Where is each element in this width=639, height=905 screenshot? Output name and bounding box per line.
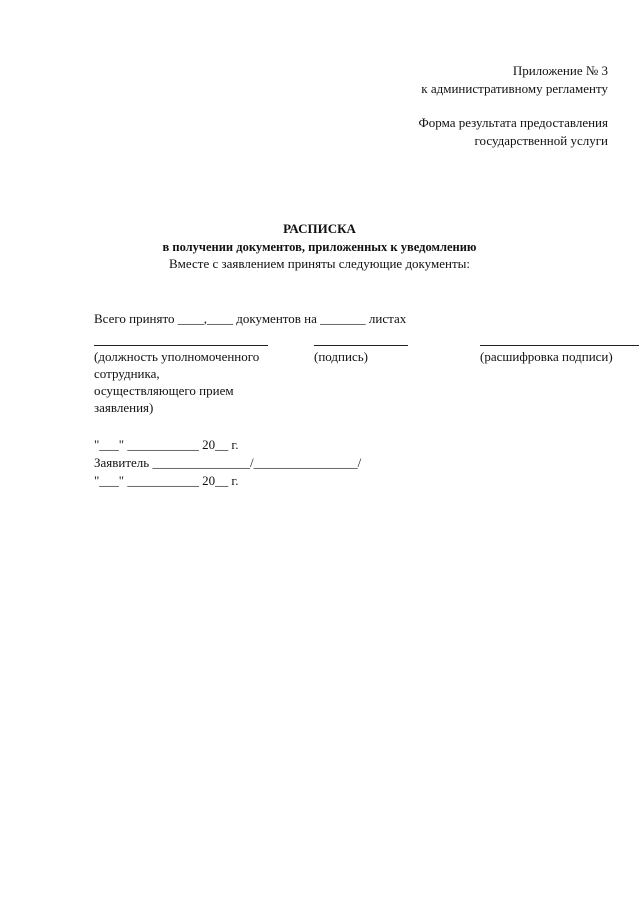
appendix-header [421, 62, 608, 98]
signature-caption: (подпись) [314, 349, 368, 364]
applicant-line: Заявитель _______________/________________/ [94, 455, 362, 470]
position-caption-line3: осуществляющего прием [94, 383, 234, 398]
form-header [419, 114, 609, 150]
total-accepted-line [94, 310, 406, 327]
decoding-caption: (расшифровка подписи) [480, 349, 613, 364]
total-prefix: Всего принято [94, 311, 175, 326]
form-title-line2: государственной услуги [474, 133, 608, 148]
position-caption-line4: заявления) [94, 400, 154, 415]
position-caption [94, 348, 259, 416]
form-title-line1: Форма результата предоставления [418, 115, 608, 130]
sheets-count-blank: _______ [320, 311, 366, 326]
documents-count-blank: ____,____ [177, 311, 233, 326]
total-suffix: листах [368, 311, 407, 326]
signature-line [314, 345, 408, 346]
appendix-reference: к административному регламенту [421, 81, 608, 96]
document-title: РАСПИСКА [283, 221, 356, 236]
document-intro: Вместе с заявлением приняты следующие документы: [169, 256, 470, 271]
position-caption-line2: сотрудника, [94, 366, 160, 381]
date-line-1: "___" ___________ 20__ г. [94, 437, 239, 452]
total-middle: документов на [236, 311, 317, 326]
date-line-2: "___" ___________ 20__ г. [94, 473, 239, 488]
appendix-number: Приложение № 3 [512, 63, 608, 78]
document-subtitle: в получении документов, приложенных к уведомлению [162, 240, 477, 254]
decoding-signature-line [480, 345, 639, 346]
position-caption-line1: (должность уполномоченного [94, 349, 260, 364]
position-signature-line [94, 345, 268, 346]
